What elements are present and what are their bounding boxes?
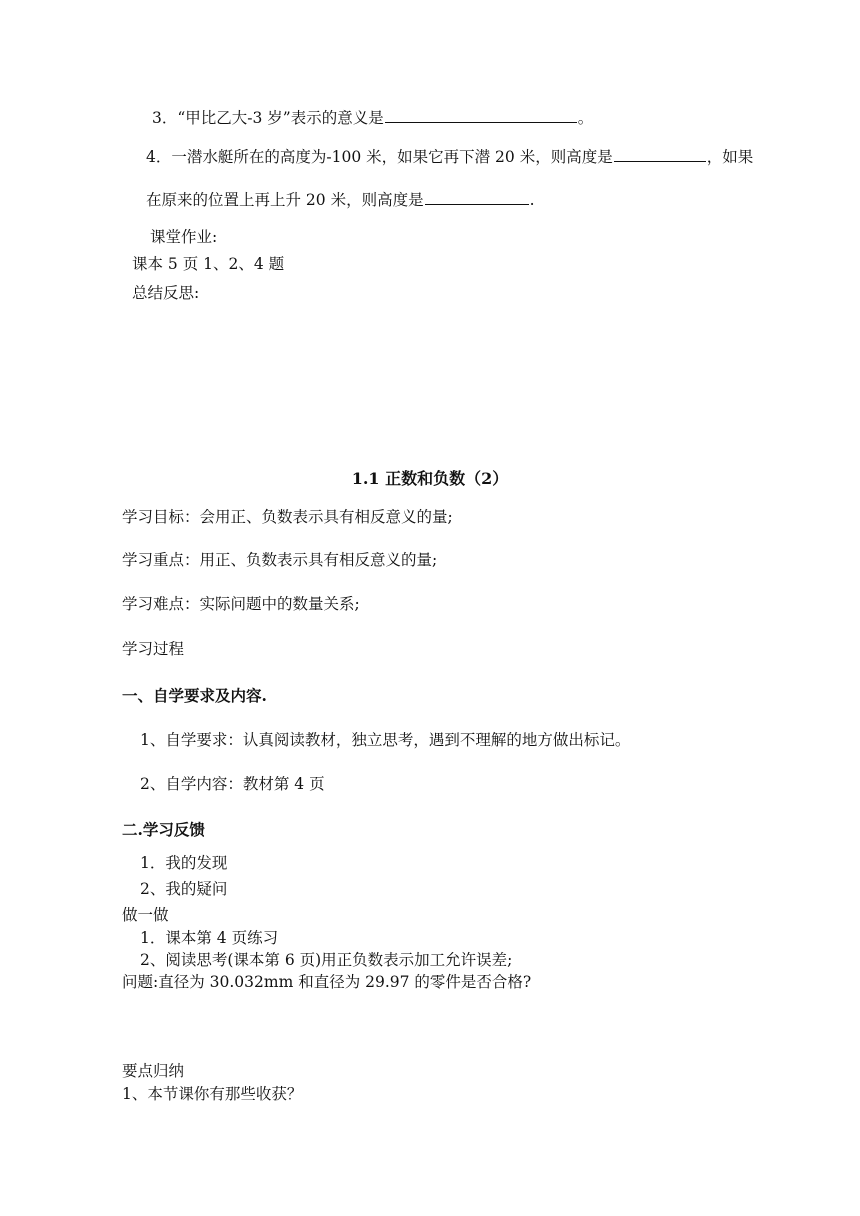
classwork-label: 课堂作业: [150,228,218,246]
question-4-line-2 [146,189,535,210]
question-3-suffix: 。 [577,109,594,127]
section-2-heading: 二.学习反馈 [122,820,205,839]
question-3 [152,107,593,128]
section-2-item-2: 2、我的疑问 [140,880,228,898]
practice-item-1: 1．课本第 4 页练习 [140,929,279,947]
practice-heading: 做一做 [122,906,169,924]
summary-heading: 要点归纳 [122,1062,185,1080]
answer-blank-q3[interactable] [385,107,577,123]
learning-process: 学习过程 [122,640,185,658]
question-4-line-1 [146,146,753,167]
lesson-title: 1.1 正数和负数（2） [351,469,509,488]
summary-item-1: 1、本节课你有那些收获？ [122,1085,303,1103]
learning-key-point: 学习重点：用正、负数表示具有相反意义的量; [122,551,438,569]
section-1-item-2: 2、自学内容：教材第 4 页 [140,775,325,793]
practice-item-2: 2、阅读思考(课本第 6 页)用正负数表示加工允许误差; [140,951,513,969]
question-4-text: 4．一潜水艇所在的高度为-100 米，如果它再下潜 20 米，则高度是 [146,148,613,166]
question-4-end: . [529,191,535,209]
section-1-item-1: 1、自学要求：认真阅读教材，独立思考，遇到不理解的地方做出标记。 [140,731,631,749]
question-4-suffix: ，如果 [706,148,754,166]
answer-blank-q4-dive[interactable] [614,146,706,162]
question-4-continuation: 在原来的位置上再上升 20 米，则高度是 [146,191,424,209]
reflection-label: 总结反思: [132,284,200,302]
classwork-content: 课本 5 页 1、2、4 题 [132,255,285,273]
section-2-item-1: 1．我的发现 [140,854,228,872]
practice-question: 问题:直径为 30.032mm 和直径为 29.97 的零件是否合格? [122,973,532,991]
section-1-heading: 一、自学要求及内容. [122,686,267,705]
learning-difficulty: 学习难点：实际问题中的数量关系; [122,595,360,613]
question-3-text: 3．“甲比乙大-3 岁”表示的意义是 [152,109,384,127]
learning-goal: 学习目标：会用正、负数表示具有相反意义的量; [122,508,453,526]
answer-blank-q4-rise[interactable] [425,189,529,205]
